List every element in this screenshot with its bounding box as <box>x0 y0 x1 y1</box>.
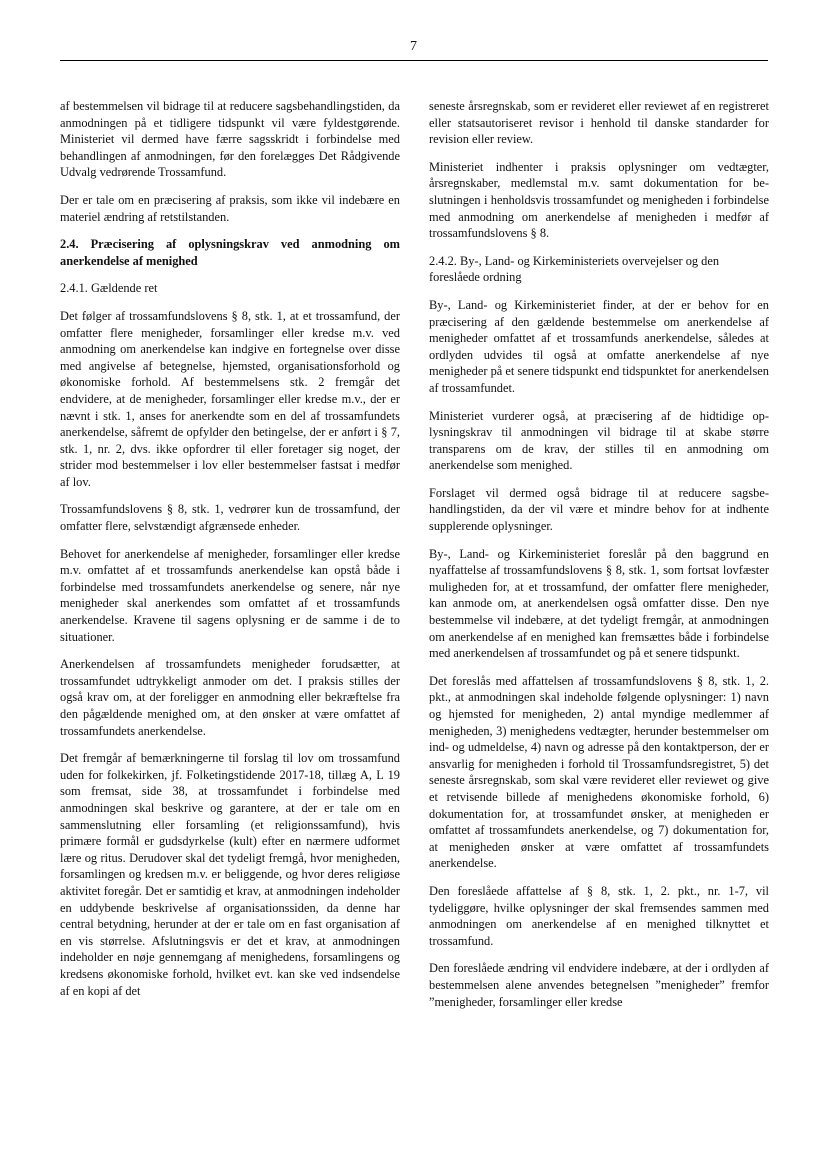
paragraph: Trossamfundslovens § 8, stk. 1, vedrører kun de trossamfund, der omfatter flere, selvstændigt afgrænsede enheder. <box>60 502 400 534</box>
header-rule <box>60 60 768 61</box>
page-number: 7 <box>410 39 417 54</box>
paragraph: Anerkendelsen af trossamfundets menigheder forudsætter, at trossamfundet udtrykkeligt anmoder om det. I praksis stilles der også krav om, at der foreligger en anmodning eller bekræftelse fra den pågældende menighed om, at den ønsker at være omfattet af trossamfundets anerkendelse. <box>60 657 400 738</box>
paragraph: Ministeriet indhenter i praksis oplysninger om vedtægter, årsregnskaber, medlemstal m.v. samt dokumentation for beslutningen i henholdsvis trossamfundet og menigheden i forbindelse med anmodning om anerkendelse af menigheden i medfør af trossamfundslovens § 8. <box>429 159 769 241</box>
paragraph: Forslaget vil dermed også bidrage til at reducere sagsbehandlingstiden, da der vil være et mindre behov for at indhente supplerende oplysninger. <box>429 485 769 534</box>
paragraph: Den foreslåede affattelse af § 8, stk. 1, 2. pkt., nr. 1-7, vil tydeliggøre, hvilke oplysninger der skal fremsendes sammen med anmodningen om anerkendelse af en menighed tilknyttet et trossamfund. <box>429 883 769 948</box>
paragraph: seneste årsregnskab, som er revideret eller reviewet af en registreret eller statsautoriseret revisor i henhold til danske standarder for revision eller review. <box>429 99 769 147</box>
paragraph: Der er tale om en præcisering af praksis, som ikke vil indebære en materiel ændring af retstilstanden. <box>60 192 400 224</box>
paragraph: Behovet for anerkendelse af menigheder, forsamlinger eller kredse m.v. omfattet af et trossamfunds anerkendelse kan opstå både i forbindelse med trossamfundets anerkendelse og senere, når nye menigheder skal anerkendes som omfattet af et trossamfunds anerkendelse. Kravene til sagens oplysning er de samme i de to situationer. <box>60 546 400 644</box>
paragraph: By-, Land- og Kirkeministeriet foreslår på den baggrund en nyaffattelse af trossamfundslovens § 8, stk. 1, som fortsat lovfæster muligheden for, at et trossamfund, der omfatter flere menigheder, kan anmode om, at anerkendelsen også omfatter disse. Den nye bestemmelse vil indebære, at det tydeligt fremgår, at anmodningen om anerkendelse af en menighed kan fremsættes både i forbindelse med anerkendelsen af trossamfundet og på et senere tidspunkt. <box>429 546 769 661</box>
subsection-heading: 2.4.1. Gældende ret <box>60 281 158 296</box>
left-column <box>60 98 400 1010</box>
section-heading: 2.4. Præcisering af oplysningskrav ved anmodning om anerkendelse af menighed <box>60 237 400 268</box>
paragraph: Den foreslåede ændring vil endvidere indebære, at der i ordlyden af bestemmelsen alene anvendes betegnelsen ”menigheder” fremfor ”menigheder, forsamlinger eller kredse <box>429 961 769 1009</box>
paragraph: Det fremgår af bemærkningerne til forslag til lov om trossamfund uden for folkekirken, jf. Folketingstidende 2017-18, tillæg A, L 19 som fremsat, side 38, at trossamfundet i forbindelse med anmodningen skal beskrive og garantere, at der er tale om en sammenslutning eller forsamling (et religionssamfund), hvis primære formål er gudsdyrkelse (kult) efter en nærmere udformet lære og ritus. Derudover skal det tydeligt fremgå, hvor menigheden, forsamlingen og kredsen m.v. er beliggende, og hvor deres religiøse aktivitet foregår. Det er samtidig et krav, at anmodningen indeholder en uddybende beskrivelse af organisationssiden, da denne har central betydning, herunder at der er tale om en fast organisation af en vis størrelse. Afslutningsvis er det et krav, at anmodningen indeholder en nøje gennemgang af menighedens, forsamlingens og kredsens økonomiske forhold, hvilket evt. kan ske ved indsendelse af en kopi af det <box>60 751 400 998</box>
paragraph: Ministeriet vurderer også, at præcisering af de hidtidige oplysningskrav til anmodningen vil bidrage til at skabe større transparens om de krav, der stilles til en anmodning om anerkendelse som menighed. <box>429 408 769 473</box>
right-column <box>429 98 769 1021</box>
paragraph: Det følger af trossamfundslovens § 8, stk. 1, at et trossamfund, der omfatter flere menigheder, forsamlinger eller kredse m.v. ved anmodning om anerkendelse kan indgive en fortegnelse over disse med angivelse af betegnelse, hjemsted, organisationsforhold og økonomiske forhold. Af bestemmelsens stk. 2 fremgår det endvidere, at de menigheder, forsamlinger eller kredse m.v., der er nævnt i stk. 1, anses for anerkendte som en del af trossamfundets anerkendelse, såfremt de opfylder den betingelse, der er anført i § 7, stk. 1, nr. 2, dvs. ikke opfordrer til eller foretager sig noget, der strider mod bestemmelser i lov eller bestemmelser fastsat i medfør af lov. <box>60 308 400 489</box>
paragraph: By-, Land- og Kirkeministeriet finder, at der er behov for en præcisering af den gældende bestemmelse om anerkendelse af menigheder omfattet af et trossamfunds anerkendelse, således at ordlyden udvides til også at omfatte anerkendelse af nye menigheder på et senere tidspunkt end tidspunktet for anerkendelsen af trossamfundet. <box>429 297 769 395</box>
paragraph: Det foreslås med affattelsen af trossamfundslovens § 8, stk. 1, 2. pkt., at anmodningen skal indeholde følgende oplysninger: 1) navn og hjemsted for menigheden, 2) antal myndige medlemmer af menigheden, 3) menighedens vedtægter, herunder bestemmelser om ind- og udmeldelse, 4) navn og adresse på den kontaktperson, der er ansvarlig for menigheden i forhold til Trossamfundsregistret, 5) det seneste årsregnskab, som skal være revideret eller reviewet og give et retvisende billede af menighedens økonomiske forhold, 6) dokumentation for, at trossamfundet ønsker, at menigheden er omfattet af trossamfundets anerkendelse, og 7) dokumentation for, at menigheden ønsker at være omfattet af trossamfundets anerkendelse. <box>429 673 769 871</box>
subsection-heading: 2.4.2. By-, Land- og Kirkeministeriets overvejelser og den foreslåede ordning <box>429 253 720 285</box>
paragraph: af bestemmelsen vil bidrage til at reducere sagsbehandlingstiden, da anmodningen på et tidligere tidspunkt vil være fyldestgørende. Ministeriet vil dermed have færre sagsskridt i forbindelse med behandlingen af anmodningen, før den forelægges Det Rådgivende Udvalg vedrørende Trossamfund. <box>60 99 400 180</box>
